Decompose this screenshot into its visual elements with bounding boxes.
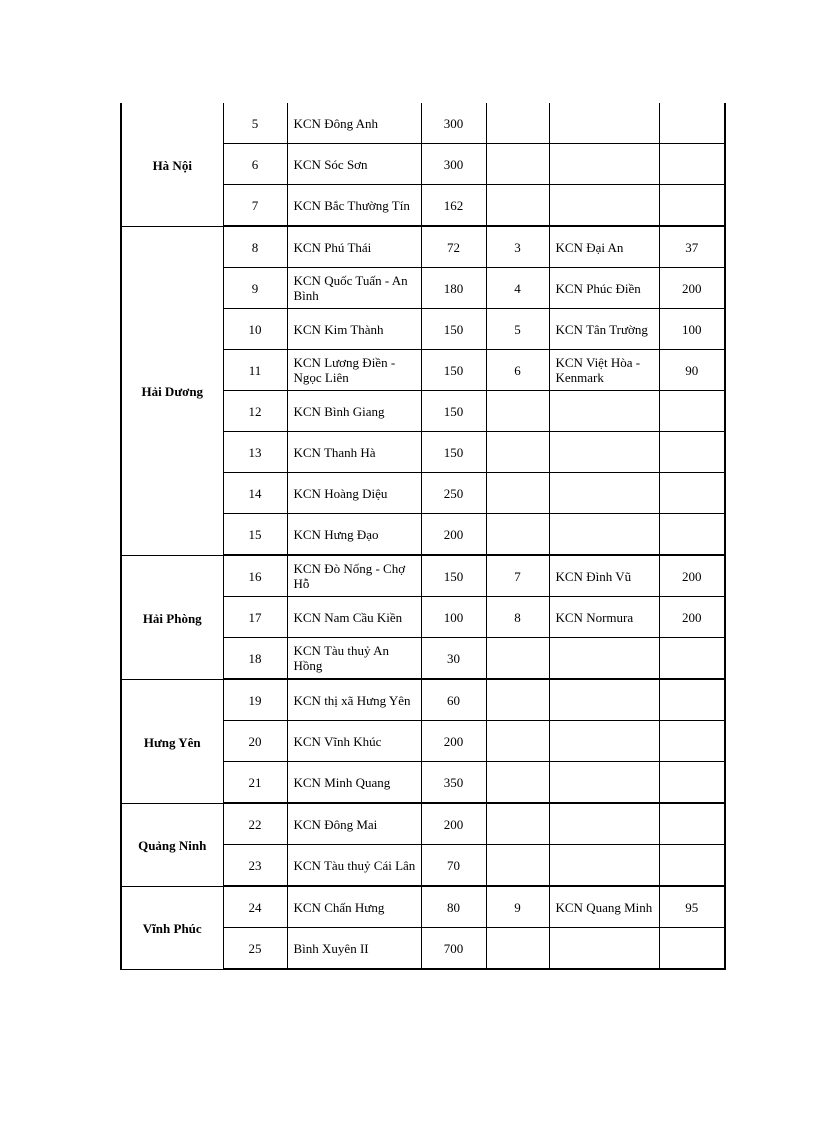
industrial-zones-table [120, 103, 726, 970]
province-cell: Hải Dương [121, 226, 223, 555]
zone2-number-cell [486, 432, 549, 473]
zone-area-cell: 150 [421, 350, 486, 391]
zone2-area-cell: 200 [659, 268, 725, 309]
zone-area-cell: 80 [421, 886, 486, 928]
zone2-area-cell [659, 762, 725, 804]
zone2-area-cell [659, 803, 725, 845]
zone-number-cell: 13 [223, 432, 287, 473]
zone-name-cell: KCN Thanh Hà [287, 432, 421, 473]
zone-area-cell: 300 [421, 103, 486, 144]
zone-number-cell: 15 [223, 514, 287, 556]
zone-number-cell: 16 [223, 555, 287, 597]
zone2-area-cell: 90 [659, 350, 725, 391]
table-row [121, 103, 725, 144]
zone2-area-cell [659, 721, 725, 762]
zone2-number-cell: 6 [486, 350, 549, 391]
zone2-number-cell [486, 144, 549, 185]
zone-area-cell: 200 [421, 803, 486, 845]
zone2-area-cell [659, 391, 725, 432]
zone2-name-cell [549, 845, 659, 887]
zone-name-cell: KCN Tàu thuỷ Cái Lân [287, 845, 421, 887]
zone-name-cell: KCN Kim Thành [287, 309, 421, 350]
zone-number-cell: 11 [223, 350, 287, 391]
zone2-number-cell [486, 514, 549, 556]
zone-area-cell: 162 [421, 185, 486, 227]
zone2-area-cell: 100 [659, 309, 725, 350]
province-cell: Hưng Yên [121, 679, 223, 803]
zone2-number-cell: 4 [486, 268, 549, 309]
zone2-number-cell [486, 473, 549, 514]
zone2-name-cell [549, 432, 659, 473]
zone2-name-cell: KCN Đại An [549, 226, 659, 268]
zone2-number-cell [486, 185, 549, 227]
zone-name-cell: KCN Hưng Đạo [287, 514, 421, 556]
zone2-area-cell [659, 432, 725, 473]
zone-name-cell: KCN Lương Điền - Ngọc Liên [287, 350, 421, 391]
zone-area-cell: 100 [421, 597, 486, 638]
zone-area-cell: 700 [421, 928, 486, 970]
zone-number-cell: 8 [223, 226, 287, 268]
zone-area-cell: 150 [421, 309, 486, 350]
zone-area-cell: 200 [421, 514, 486, 556]
zone-name-cell: KCN thị xã Hưng Yên [287, 679, 421, 721]
zone-area-cell: 72 [421, 226, 486, 268]
zone-number-cell: 5 [223, 103, 287, 144]
zone-name-cell: KCN Minh Quang [287, 762, 421, 804]
zone-area-cell: 250 [421, 473, 486, 514]
zone2-name-cell [549, 928, 659, 970]
zone-number-cell: 24 [223, 886, 287, 928]
zone-number-cell: 23 [223, 845, 287, 887]
zone2-name-cell: KCN Quang Minh [549, 886, 659, 928]
zone2-number-cell [486, 721, 549, 762]
province-cell: Vĩnh Phúc [121, 886, 223, 969]
table-row [121, 886, 725, 928]
zone2-area-cell: 200 [659, 597, 725, 638]
zone-area-cell: 350 [421, 762, 486, 804]
zone-name-cell: KCN Đò Nống - Chợ Hỗ [287, 555, 421, 597]
zone-area-cell: 180 [421, 268, 486, 309]
zone2-number-cell: 3 [486, 226, 549, 268]
zone2-name-cell [549, 103, 659, 144]
zone-name-cell: Bình Xuyên II [287, 928, 421, 970]
zone2-area-cell: 37 [659, 226, 725, 268]
zone-name-cell: KCN Chấn Hưng [287, 886, 421, 928]
zone-area-cell: 150 [421, 555, 486, 597]
zone2-number-cell [486, 928, 549, 970]
zone2-name-cell [549, 391, 659, 432]
zone2-name-cell [549, 762, 659, 804]
zone2-name-cell [549, 473, 659, 514]
zone2-name-cell [549, 803, 659, 845]
zone2-number-cell [486, 803, 549, 845]
province-cell: Hà Nội [121, 103, 223, 226]
zone2-number-cell: 5 [486, 309, 549, 350]
zone-name-cell: KCN Phú Thái [287, 226, 421, 268]
zone-area-cell: 150 [421, 391, 486, 432]
zone-number-cell: 6 [223, 144, 287, 185]
zone2-number-cell [486, 103, 549, 144]
zone2-area-cell [659, 638, 725, 680]
zone-number-cell: 17 [223, 597, 287, 638]
zone2-area-cell [659, 144, 725, 185]
zone2-name-cell [549, 185, 659, 227]
zone-number-cell: 22 [223, 803, 287, 845]
zone-name-cell: KCN Nam Cầu Kiền [287, 597, 421, 638]
zone2-name-cell [549, 514, 659, 556]
table-row [121, 555, 725, 597]
zone-number-cell: 12 [223, 391, 287, 432]
zone2-area-cell [659, 103, 725, 144]
zone2-area-cell: 95 [659, 886, 725, 928]
zone-area-cell: 150 [421, 432, 486, 473]
zone-number-cell: 20 [223, 721, 287, 762]
zone2-name-cell [549, 721, 659, 762]
table-row [121, 803, 725, 845]
zone2-area-cell [659, 473, 725, 514]
zone-number-cell: 7 [223, 185, 287, 227]
zone-area-cell: 60 [421, 679, 486, 721]
zone-name-cell: KCN Bình Giang [287, 391, 421, 432]
zone2-area-cell [659, 679, 725, 721]
zone2-number-cell: 9 [486, 886, 549, 928]
zone-number-cell: 25 [223, 928, 287, 970]
zone2-area-cell [659, 185, 725, 227]
zone-number-cell: 19 [223, 679, 287, 721]
zone-area-cell: 300 [421, 144, 486, 185]
zone-number-cell: 18 [223, 638, 287, 680]
zone2-name-cell: KCN Việt Hòa - Kenmark [549, 350, 659, 391]
zone-area-cell: 70 [421, 845, 486, 887]
zone-number-cell: 14 [223, 473, 287, 514]
province-cell: Quảng Ninh [121, 803, 223, 886]
zone2-name-cell: KCN Normura [549, 597, 659, 638]
zone2-area-cell [659, 514, 725, 556]
zone-name-cell: KCN Đông Mai [287, 803, 421, 845]
zone-name-cell: KCN Vĩnh Khúc [287, 721, 421, 762]
zone-name-cell: KCN Sóc Sơn [287, 144, 421, 185]
zone-number-cell: 9 [223, 268, 287, 309]
zone2-area-cell [659, 845, 725, 887]
zone2-number-cell [486, 638, 549, 680]
zone2-name-cell: KCN Phúc Điền [549, 268, 659, 309]
zone2-name-cell: KCN Tân Trường [549, 309, 659, 350]
table-row [121, 679, 725, 721]
zone2-number-cell [486, 391, 549, 432]
province-cell: Hải Phòng [121, 555, 223, 679]
zone2-area-cell: 200 [659, 555, 725, 597]
zone2-number-cell [486, 845, 549, 887]
zone-name-cell: KCN Bắc Thường Tín [287, 185, 421, 227]
zone-number-cell: 21 [223, 762, 287, 804]
zone-number-cell: 10 [223, 309, 287, 350]
zone-name-cell: KCN Quốc Tuấn - An Bình [287, 268, 421, 309]
zone-area-cell: 200 [421, 721, 486, 762]
zone2-number-cell: 8 [486, 597, 549, 638]
table-row [121, 226, 725, 268]
zone2-number-cell [486, 762, 549, 804]
zone-name-cell: KCN Hoàng Diệu [287, 473, 421, 514]
zone-area-cell: 30 [421, 638, 486, 680]
zone2-name-cell [549, 679, 659, 721]
zone2-number-cell [486, 679, 549, 721]
zone2-name-cell: KCN Đình Vũ [549, 555, 659, 597]
zone2-name-cell [549, 144, 659, 185]
zone2-name-cell [549, 638, 659, 680]
zone-name-cell: KCN Đông Anh [287, 103, 421, 144]
zone2-area-cell [659, 928, 725, 970]
zone2-number-cell: 7 [486, 555, 549, 597]
zone-name-cell: KCN Tàu thuỷ An Hồng [287, 638, 421, 680]
